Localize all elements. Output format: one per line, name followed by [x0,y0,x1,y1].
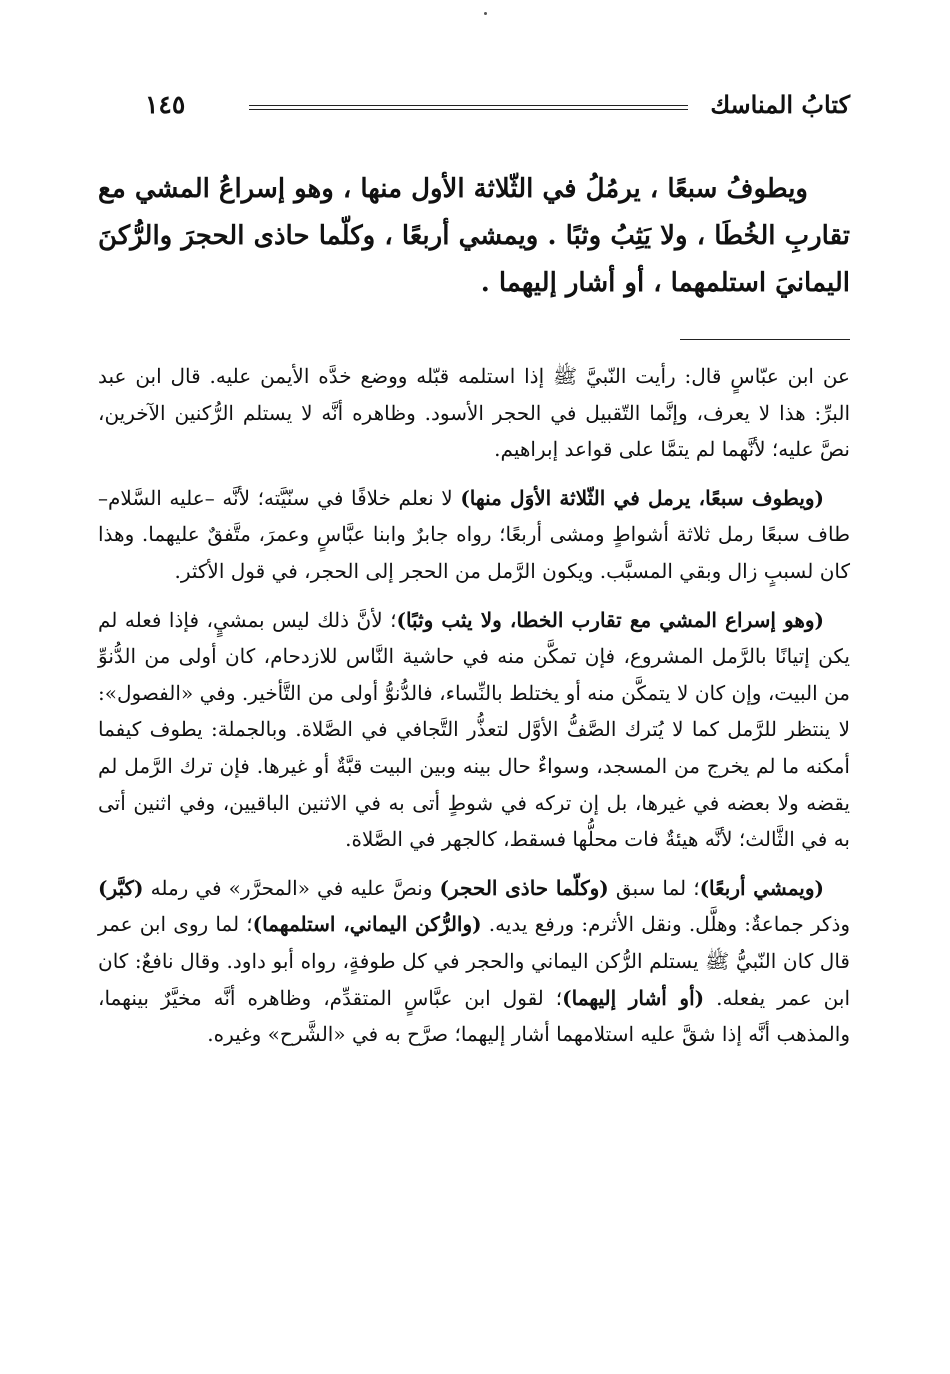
commentary-text: ونصَّ عليه في «المحرَّر» في رمله [143,875,440,900]
commentary-text: ؛ لما روى ابن عمر قال كان النّبيُّ ﷺ يستلم الرُّكن اليماني والحجر في كل طوفةٍ، رواه أبو داود. وقال نافعٌ: كان ابن عمر يفعله. [98,912,850,1010]
main-text [98,166,850,307]
page-header [145,84,850,124]
quoted-matn: (أو أشار إليهما) [562,985,705,1010]
quoted-matn: (والرُّكن اليماني، استلمهما) [252,912,482,937]
main-paragraph: ويطوفُ سبعًا ، يرمُلُ في الثّلاثة الأول منها ، وهو إسراعُ المشي مع تقاربِ الخُطَا ، ولا يَثِبُ وثبًا . ويمشي أربعًا ، وكلّما حاذى الحجرَ والرُّكنَ اليمانيَ استلمهما ، أو أشار إليهما . [98,174,850,298]
quoted-matn: (ويمشي أربعًا) [699,875,824,900]
commentary [98,358,850,1065]
header-rule [249,105,688,110]
commentary-text: ؛ لما سبق [608,875,700,900]
commentary-text: وذكر جماعةٌ: وهلَّل. ونقل الأثرم: ورفع يديه. [481,912,851,937]
quoted-matn: (ويطوف سبعًا، يرمل في الثّلاثة الأوَل منها) [460,485,825,510]
commentary-text: ؛ لقول ابن عبَّاسٍ المتقدِّم، وظاهره أنَّه مخيَّرٌ بينهما، والمذهب أنَّه إذا شقَّ عليه استلامهما أشار إليهما؛ صرَّح به في «الشَّرح» وغيره. [98,985,850,1047]
commentary-text: لا نعلم خلافًا في سنّيَّته؛ لأنَّه –عليه السَّلام– طاف سبعًا رمل ثلاثة أشواطٍ ومشى أربعًا؛ رواه جابرٌ وابنا عبَّاسٍ وعمرَ، متَّفقٌ عليهما. وهذا كان لسببٍ زال وبقي المسبَّب. ويكون الرَّمل من الحجر إلى الحجر، في قول الأكثر. [98,485,850,583]
page-number: ١٤٥ [145,89,186,119]
commentary-paragraph-1 [98,358,850,468]
commentary-paragraph-4 [98,870,850,1053]
footnote-separator [680,339,850,340]
commentary-paragraph-3 [98,602,850,858]
commentary-text: عن ابن عبّاسٍ قال: رأيت النّبيَّ ﷺ إذا استلمه قبّله ووضع خدَّه الأيمن عليه. قال ابن عبد البرِّ: هذا لا يعرف، وإنَّما التّقبيل في الحجر الأسود. وظاهره أنَّه لا يستلم الرُّكنين الآخرين، نصَّ عليه؛ لأنَّهما لم يتمَّا على قواعد إبراهيم. [98,364,850,462]
commentary-text: ؛ لأنَّ ذلك ليس بمشيٍ، فإذا فعله لم يكن إتيانًا بالرَّمل المشروع، فإن تمكَّن منه في حاشية النَّاس للازدحام، كان أولى من الدُّنوِّ من البيت، وإن كان لا يتمكَّن منه أو يختلط بالنِّساء، فالدُّنوُّ أولى من التَّأخير. وفي «الفصول»: لا ينتظر للرَّمل كما لا يُترك الصَّفُّ الأوَّل لتعذُّر التَّجافي في الصَّلاة. وبالجملة: يطوف كيفما أمكنه ما لم يخرج من المسجد، وسواءٌ حال بينه وبين البيت قبَّةٌ أو غيرها. فإن ترك الرَّمل لم يقضه ولا بعضه في غيرها، بل إن تركه في شوطٍ أتى به في الاثنين الباقيين، وفي اثنين أتى به في الثَّالث؛ لأنَّه هيئةٌ فات محلُّها فسقط، كالجهر في الصَّلاة. [98,607,850,852]
book-title: كتابُ المناسك [710,89,850,119]
quoted-matn: (كبَّر) [98,875,144,900]
commentary-paragraph-2 [98,480,850,590]
page-mark [484,12,487,15]
quoted-matn: (وكلّما حاذى الحجر) [439,875,609,900]
quoted-matn: (وهو إسراع المشي مع تقارب الخطا، ولا يثب وثبًا) [396,607,825,632]
